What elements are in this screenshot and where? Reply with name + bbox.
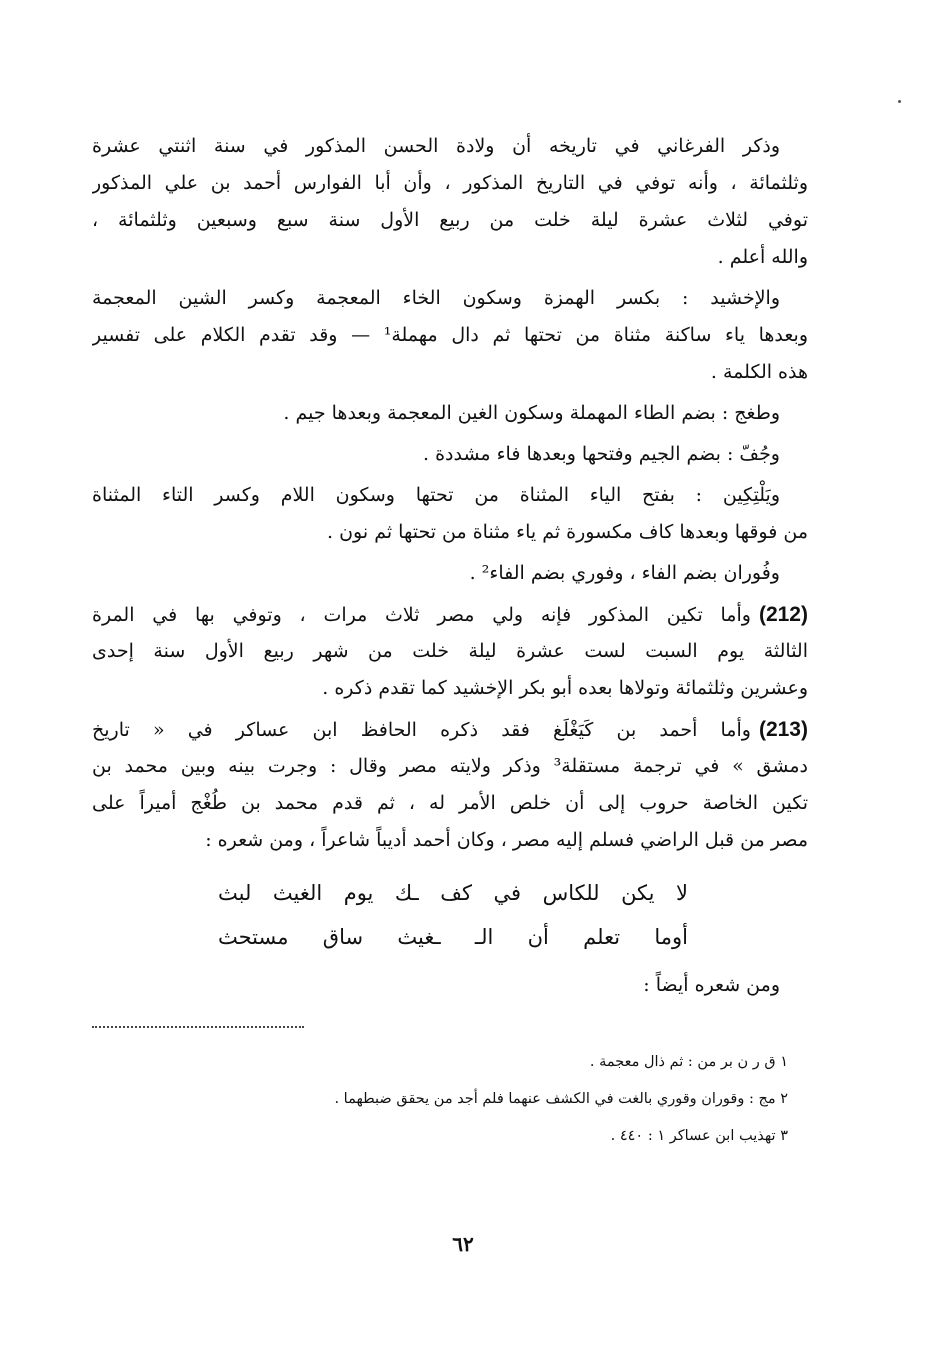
paragraph-tughj — [92, 395, 808, 432]
text-line: مصر من قبل الراضي فسلم إليه مصر ، وكان أحمد أديباً شاعراً ، ومن شعره : — [205, 829, 808, 851]
text-line: وطغج : بضم الطاء المهملة وسكون الغين المعجمة وبعدها جيم . — [283, 402, 780, 424]
paragraph-213 — [92, 711, 808, 859]
text-line: دمشق » في ترجمة مستقلة³ وذكر ولايته مصر وقال : وجرت بينه وبين محمد بن — [92, 755, 808, 777]
footnote: ٢ مج : وقوران وقوري بالغت في الكشف عنهما فلم أجد من يحقق ضبطهما . — [334, 1091, 788, 1107]
text-line — [92, 711, 808, 748]
text-span: وأما تكين المذكور فإنه ولي مصر ثلاث مرات ، وتوفي بها في المرة — [92, 604, 751, 626]
text-line: من فوقها وبعدها كاف مكسورة ثم ياء مثناة من تحتها ثم نون . — [327, 521, 808, 543]
paragraph-furan — [92, 555, 808, 592]
text-line: ومن شعره أيضاً : — [643, 974, 780, 996]
footnote-separator — [92, 1026, 304, 1028]
text-line: هذه الكلمة . — [710, 361, 808, 383]
text-line: وذكر الفرغاني في تاريخه أن ولادة الحسن المذكور في سنة اثنتي عشرة — [92, 135, 780, 157]
text-line: تكين الخاصة حروب إلى أن خلص الأمر له ، ثم قدم محمد بن طُغْج أميراً على — [92, 792, 808, 814]
page-number: ٦٢ — [452, 1232, 474, 1256]
text-line: وثلثمائة ، وأنه توفي في التاريخ المذكور ، وأن أبا الفوارس أحمد بن علي المذكور — [92, 172, 808, 194]
text-line: والإخشيد : بكسر الهمزة وسكون الخاء المعجمة وكسر الشين المعجمة — [92, 287, 780, 309]
text-line: ويَلْتِكِين : بفتح الياء المثناة من تحتها وسكون اللام وكسر التاء المثناة — [92, 484, 780, 506]
entry-number: (212) — [758, 603, 808, 626]
text-line: وعشرين وثلثمائة وتولاها بعده أبو بكر الإخشيد كما تقدم ذكره . — [322, 677, 808, 699]
scan-speck — [898, 100, 901, 103]
text-line: وجُفّ : بضم الجيم وفتحها وبعدها فاء مشددة . — [422, 443, 780, 465]
text-line: وفُوران بضم الفاء ، وفوري بضم الفاء² . — [469, 562, 780, 584]
paragraph-212 — [92, 596, 808, 707]
entry-number: (213) — [758, 718, 808, 741]
text-line — [92, 596, 808, 633]
paragraph-yaltakin — [92, 477, 808, 551]
paragraph-juff — [92, 436, 808, 473]
verse-line: لا يكن للكاس في كف ـك يوم الغيث لبث — [218, 881, 688, 905]
page-body — [92, 128, 808, 1155]
text-line: توفي لثلاث عشرة ليلة خلت من ربيع الأول سنة سبع وسبعين وثلثمائة ، — [92, 209, 808, 231]
text-span: وأما أحمد بن كَيَغْلَغ فقد ذكره الحافظ ابن عساكر في « تاريخ — [92, 719, 751, 741]
verse-line: أوما تعلم أن الـ ـغيث ساق مستحث — [218, 925, 688, 949]
text-line: والله أعلم . — [717, 246, 808, 268]
text-line: الثالثة يوم السبت لست عشرة ليلة خلت من شهر ربيع الأول سنة إحدى — [92, 640, 808, 662]
footnote: ٣ تهذيب ابن عساكر ١ : ٤٤٠ . — [610, 1128, 788, 1144]
text-line: وبعدها ياء ساكنة مثناة من تحتها ثم دال مهملة¹ — وقد تقدم الكلام على تفسير — [92, 324, 808, 346]
paragraph-ikhshid — [92, 280, 808, 391]
paragraph-farghani — [92, 128, 808, 276]
footnote: ١ ق ر ن بر من : ثم ذال معجمة . — [589, 1054, 788, 1070]
